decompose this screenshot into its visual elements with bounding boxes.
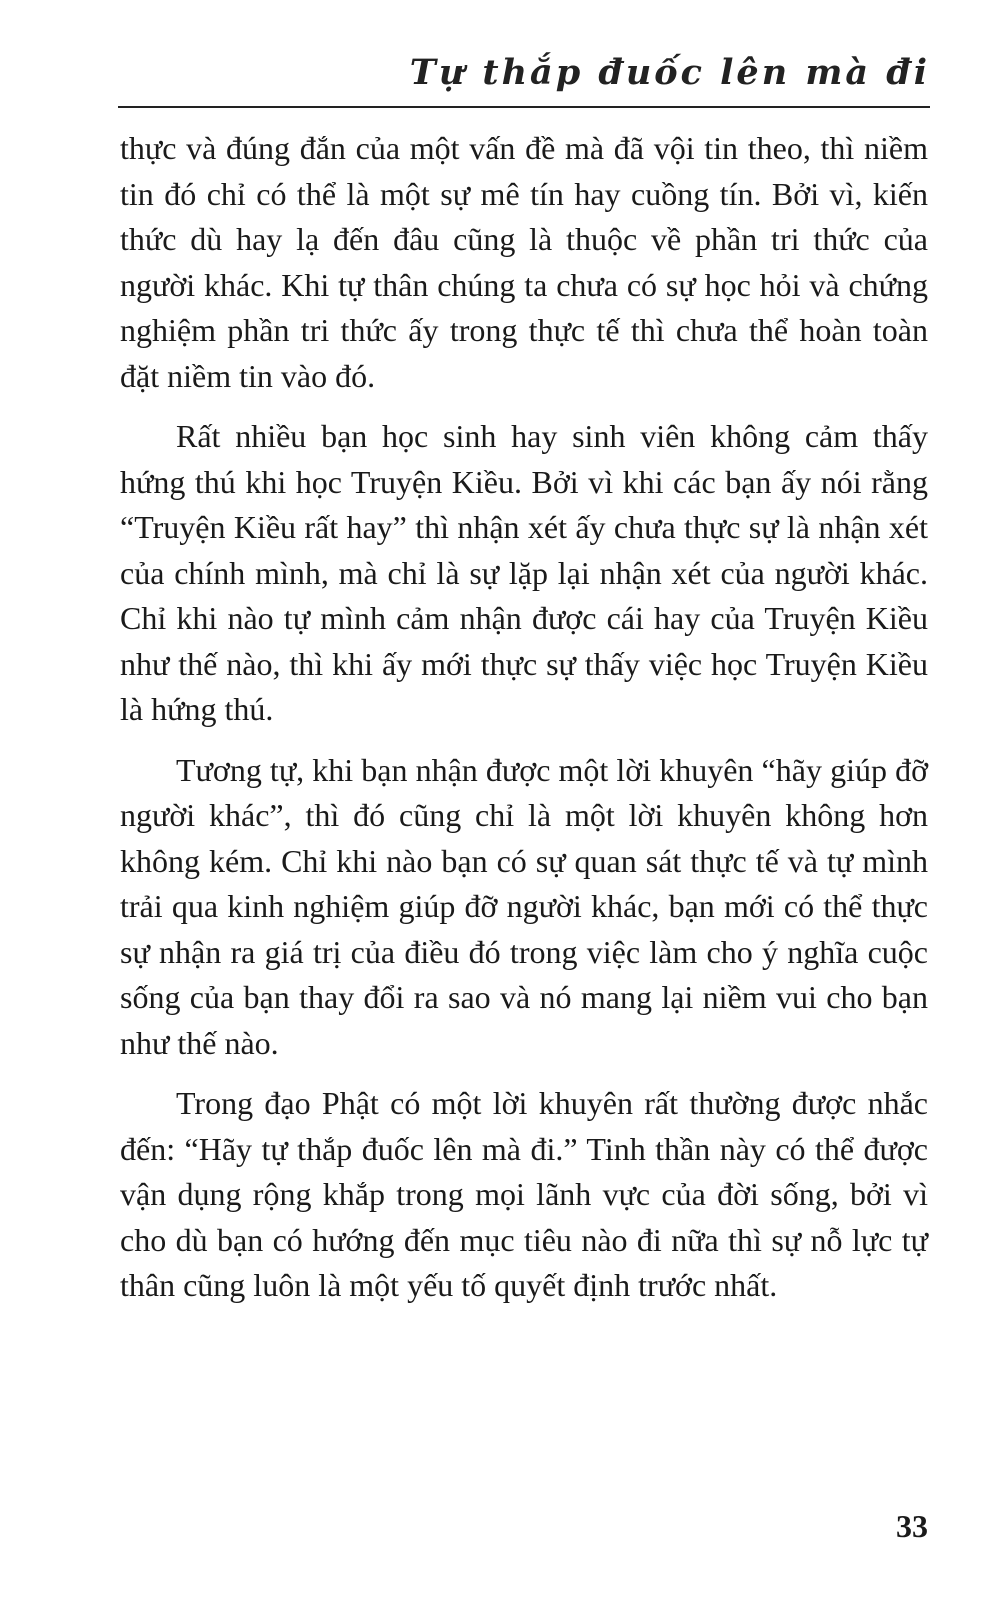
paragraph-continued: thực và đúng đắn của một vấn đề mà đã vội tin theo, thì niềm tin đó chỉ có thể là một sự mê tín hay cuồng tín. Bởi vì, kiến thức dù hay lạ đến đâu cũng là thuộc về phần tri thức của người khác. Khi tự thân chúng ta chưa có sự học hỏi và chứng nghiệm phần tri thức ấy trong thực tế thì chưa thể hoàn toàn đặt niềm tin vào đó. <box>120 130 928 394</box>
page-number: 33 <box>896 1508 928 1544</box>
page-body <box>120 126 928 1324</box>
paragraph-buddhist-advice: Trong đạo Phật có một lời khuyên rất thường được nhắc đến: “Hãy tự thắp đuốc lên mà đi.” Tinh thần này có thể được vận dụng rộng khắp trong mọi lãnh vực của đời sống, bởi vì cho dù bạn có hướng đến mục tiêu nào đi nữa thì sự nỗ lực tự thân cũng luôn là một yếu tố quyết định trước nhất. <box>120 1085 928 1303</box>
running-title: Tự thắp đuốc lên mà đi <box>409 52 930 93</box>
paragraph-helping-others: Tương tự, khi bạn nhận được một lời khuyên “hãy giúp đỡ người khác”, thì đó cũng chỉ là một lời khuyên không hơn không kém. Chỉ khi nào bạn có sự quan sát thực tế và tự mình trải qua kinh nghiệm giúp đỡ người khác, bạn mới có thể thực sự nhận ra giá trị của điều đó trong việc làm cho ý nghĩa cuộc sống của bạn thay đổi ra sao và nó mang lại niềm vui cho bạn như thế nào. <box>120 751 928 1061</box>
paragraph-truyen-kieu: Rất nhiều bạn học sinh hay sinh viên không cảm thấy hứng thú khi học Truyện Kiều. Bởi vì khi các bạn ấy nói rằng “Truyện Kiều rất hay” thì nhận xét ấy chưa thực sự là nhận xét của chính mình, mà chỉ là sự lặp lại nhận xét của người khác. Chỉ khi nào tự mình cảm nhận được cái hay của Truyện Kiều như thế nào, thì khi ấy mới thực sự thấy việc học Truyện Kiều là hứng thú. <box>120 418 928 727</box>
running-header <box>118 52 930 108</box>
